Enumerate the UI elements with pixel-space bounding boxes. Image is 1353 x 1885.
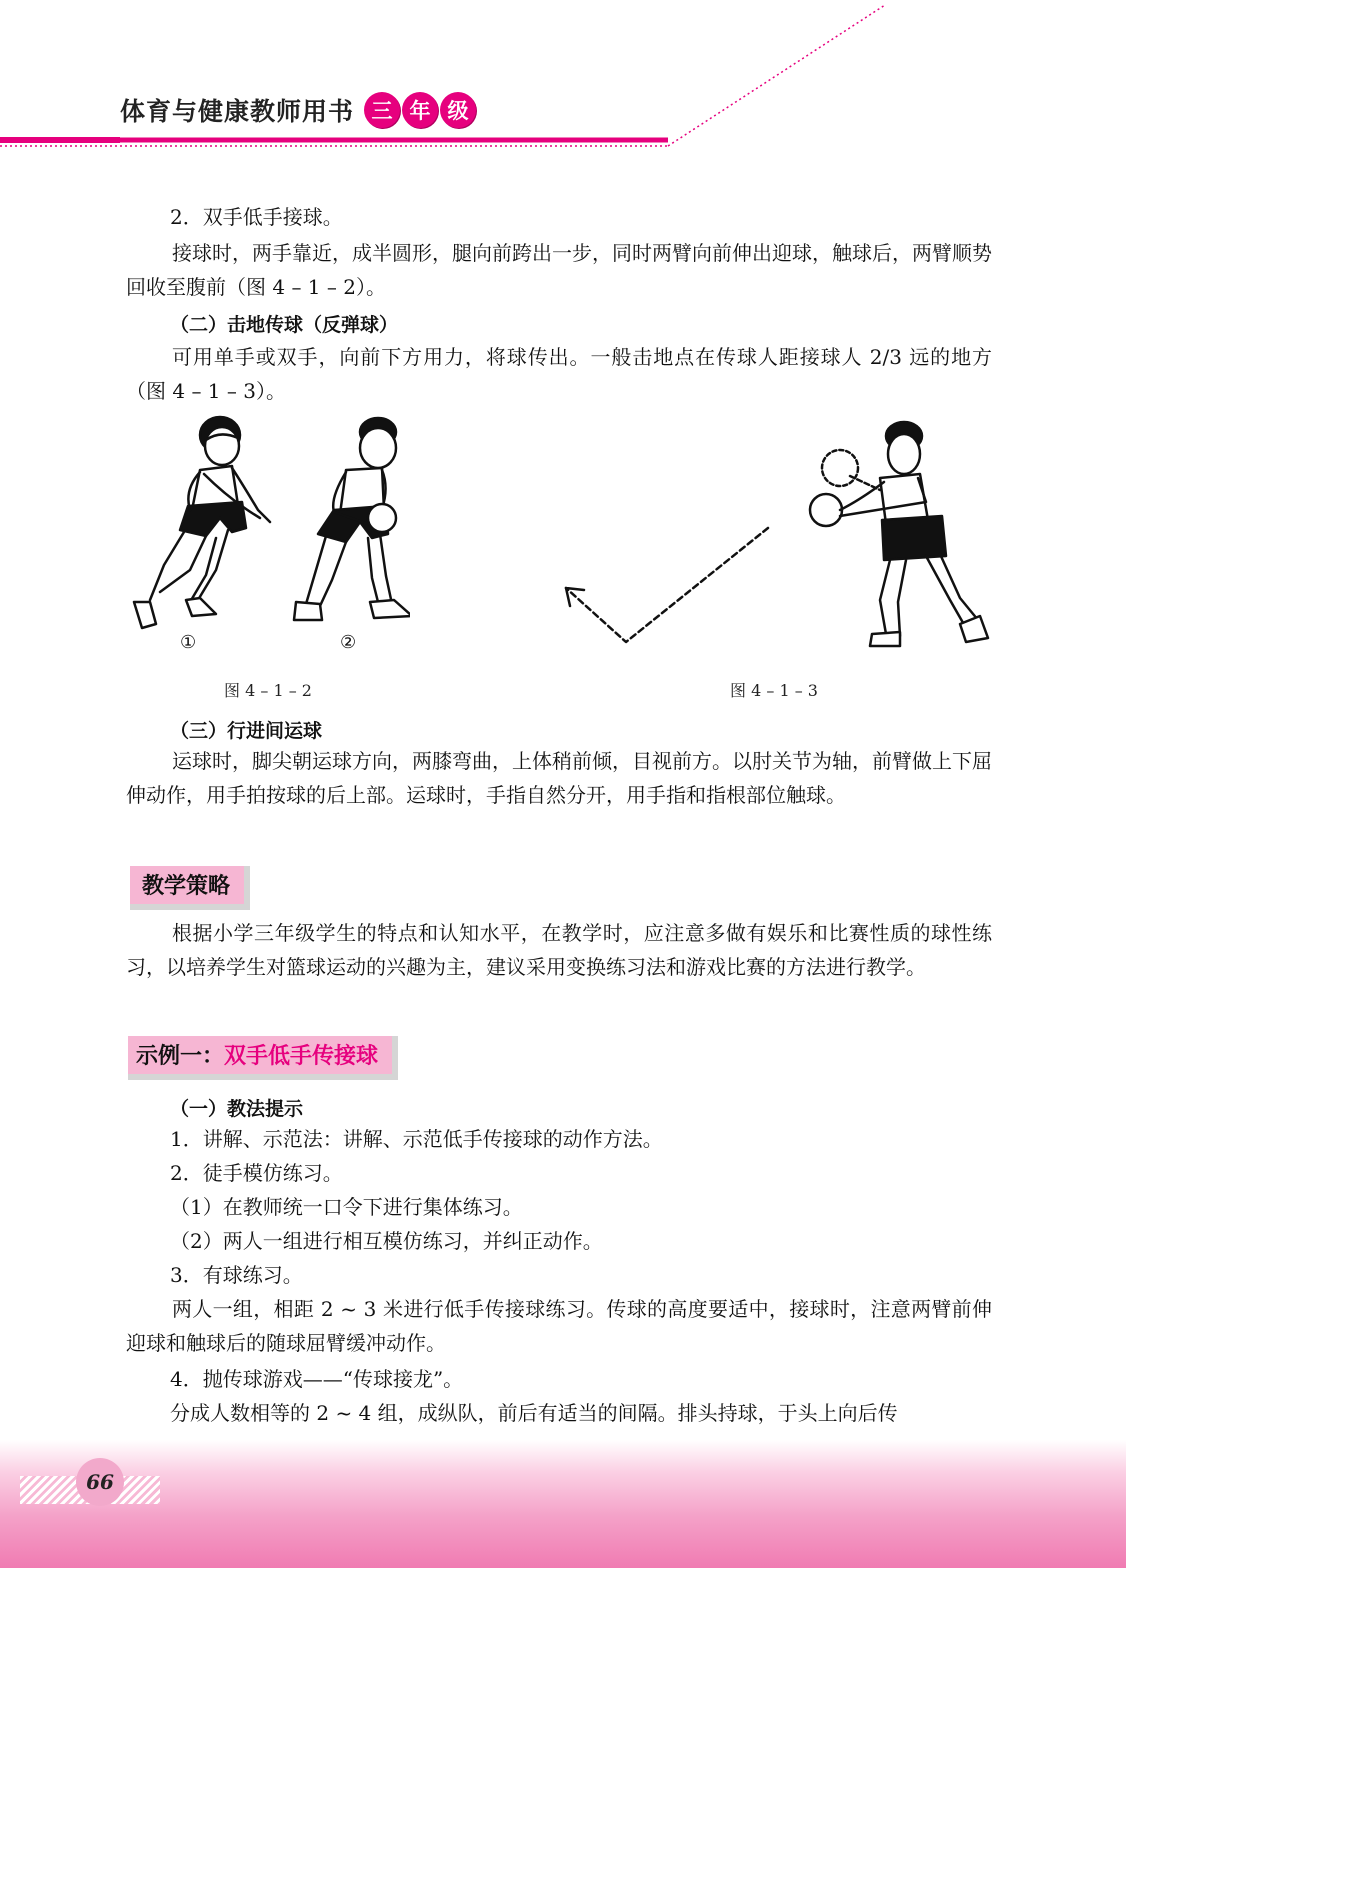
figure-caption-1: 图 4 – 1 – 2 <box>224 681 312 700</box>
figure-label-1: ① <box>180 632 197 653</box>
example-line8: 分成人数相等的 2 ~ 4 组，成纵队，前后有适当的间隔。排头持球，于头上向后传 <box>170 1401 898 1425</box>
example-line1: 1．讲解、示范法：讲解、示范低手传接球的动作方法。 <box>170 1127 663 1151</box>
grade-char-1: 三 <box>364 92 400 128</box>
grade-badge <box>364 92 476 128</box>
ball-fig1 <box>368 504 396 532</box>
grade-char-2: 年 <box>402 92 438 128</box>
example-para6: 两人一组，相距 2 ~ 3 米进行低手传接球练习。传球的高度要适中，接球时，注意两臂前伸迎球和触球后的随球屈臂缓冲动作。 <box>126 1297 992 1355</box>
ball-start-dashed <box>822 450 858 486</box>
figure-caption-2: 图 4 – 1 – 3 <box>730 681 818 700</box>
page-number: 66 <box>76 1458 124 1506</box>
strategy-body: 根据小学三年级学生的特点和认知水平，在教学时，应注意多做有娱乐和比赛性质的球性练习，以培养学生对篮球运动的兴趣为主，建议采用变换练习法和游戏比赛的方法进行教学。 <box>126 921 992 979</box>
example-line3: （1）在教师统一口令下进行集体练习。 <box>170 1195 523 1219</box>
sub2-body: 可用单手或双手，向前下方用力，将球传出。一般击地点在传球人距接球人 2/3 远的地方（图 4 – 1 – 3）。 <box>126 345 992 403</box>
item2-title: 2．双手低手接球。 <box>170 205 343 229</box>
example-title: 双手低手传接球 <box>224 1044 379 1069</box>
grade-char-3: 级 <box>440 92 476 128</box>
figure-bounce-pass-illustration <box>550 420 990 660</box>
example-line4: （2）两人一组进行相互模仿练习，并纠正动作。 <box>170 1229 603 1253</box>
sub2-heading: （二）击地传球（反弹球） <box>170 314 399 336</box>
book-title: 体育与健康教师用书 <box>120 97 355 126</box>
example-line7: 4．抛传球游戏——“传球接龙”。 <box>170 1367 464 1391</box>
sub3-body: 运球时，脚尖朝运球方向，两膝弯曲，上体稍前倾，目视前方。以肘关节为轴，前臂做上下屈伸动作，用手拍按球的后上部。运球时，手指自然分开，用手指和指根部位触球。 <box>126 749 992 807</box>
strategy-tag: 教学策略 <box>130 866 250 910</box>
figure-catching-illustration <box>120 410 410 650</box>
example-sub1-heading: （一）教法提示 <box>170 1098 304 1120</box>
example-label: 示例一： <box>136 1044 225 1069</box>
bounce-path <box>566 528 768 642</box>
ball-fig2 <box>810 494 842 526</box>
figure-label-2: ② <box>340 632 357 653</box>
example-line5: 3．有球练习。 <box>170 1263 303 1287</box>
sub3-heading: （三）行进间运球 <box>170 720 323 742</box>
item2-body: 接球时，两手靠近，成半圆形，腿向前跨出一步，同时两臂向前伸出迎球，触球后，两臂顺势回收至腹前（图 4 – 1 – 2）。 <box>126 241 992 299</box>
footer-band <box>0 1440 1126 1568</box>
header-decoration <box>0 0 1126 170</box>
example-line2: 2．徒手模仿练习。 <box>170 1161 343 1185</box>
example-tag <box>128 1036 398 1080</box>
